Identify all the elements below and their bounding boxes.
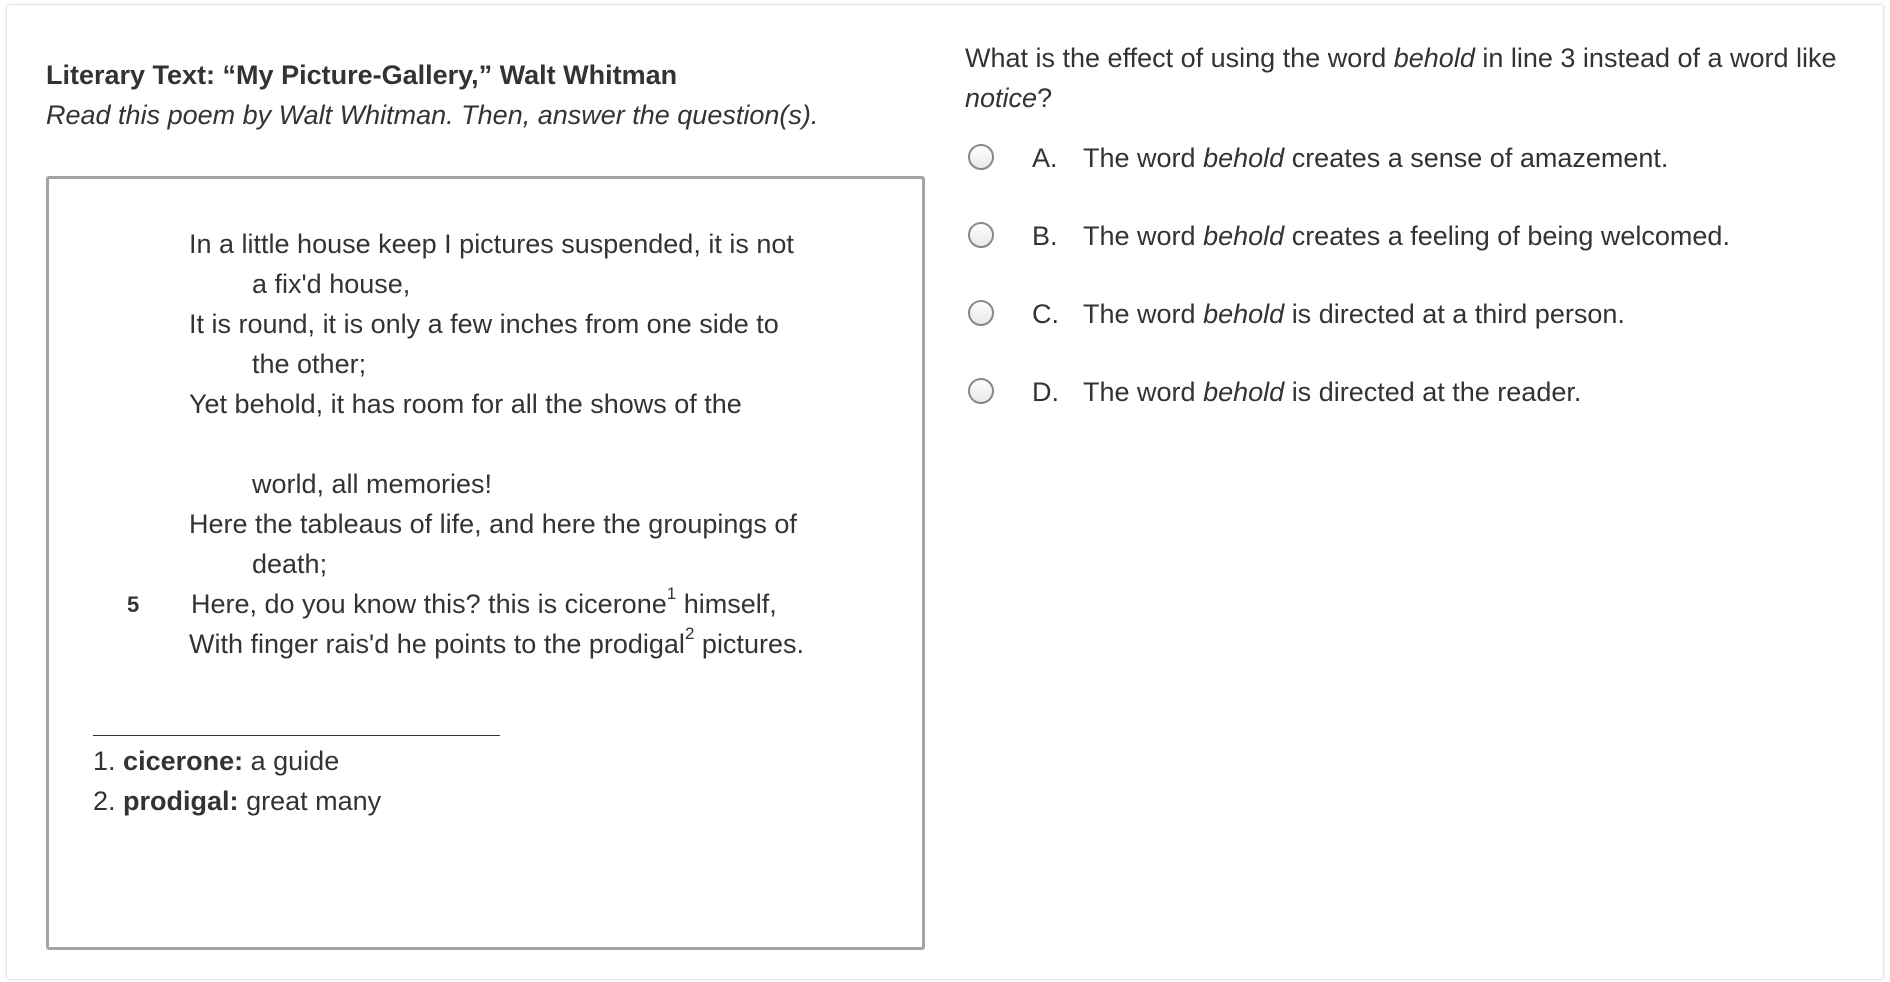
option-text — [1083, 138, 1668, 178]
option-text-part: The word — [1083, 377, 1196, 407]
footnote-item — [93, 784, 381, 818]
answer-option-b[interactable] — [965, 216, 1845, 256]
answer-option-a[interactable] — [965, 138, 1845, 178]
footnote-term: prodigal: — [123, 786, 239, 816]
option-text-part: is directed at the reader. — [1291, 377, 1582, 407]
line-number: 5 — [127, 592, 140, 617]
option-text-part: The word — [1083, 221, 1196, 251]
poem-line: world, all memories! — [252, 469, 493, 499]
answer-option-c[interactable] — [965, 294, 1845, 334]
footnote-number: 1. — [93, 746, 116, 776]
option-text-part: The word — [1083, 143, 1196, 173]
footnote-ref-2[interactable]: 2 — [684, 624, 695, 643]
poem-line: Here the tableaus of life, and here the groupings of — [189, 509, 797, 539]
radio-button-c[interactable] — [968, 300, 994, 326]
poem-line — [189, 624, 804, 661]
option-letter: D. — [1032, 377, 1059, 407]
poem-line: the other; — [252, 349, 367, 379]
option-text-part: The word — [1083, 299, 1196, 329]
option-text — [1083, 372, 1581, 412]
poem-line-text: pictures. — [701, 629, 804, 659]
passage-title: Literary Text: “My Picture-Gallery,” Walt Whitman — [46, 60, 678, 90]
poem-line: It is round, it is only a few inches from one side to — [189, 309, 779, 339]
radio-button-b[interactable] — [968, 222, 994, 248]
footnote-ref-1[interactable]: 1 — [666, 584, 677, 603]
poem-line: Yet behold, it has room for all the shows of the — [189, 389, 742, 419]
poem-line — [191, 584, 777, 621]
passage-box[interactable] — [46, 176, 925, 950]
poem-line: death; — [252, 549, 328, 579]
question-text-part: What is the effect of using the word — [965, 43, 1387, 73]
option-letter: A. — [1032, 143, 1058, 173]
option-letter: C. — [1032, 299, 1059, 329]
poem-line-text: With finger rais'd he points to the prodigal — [189, 629, 685, 659]
footnote-item — [93, 744, 339, 778]
option-emphasis: behold — [1203, 221, 1285, 251]
footnote-term: cicerone: — [123, 746, 244, 776]
question-text-part: ? — [1037, 83, 1053, 113]
question-emphasis: notice — [965, 83, 1038, 113]
option-emphasis: behold — [1203, 143, 1285, 173]
answer-option-d[interactable] — [965, 372, 1845, 412]
radio-button-d[interactable] — [968, 378, 994, 404]
footnote-number: 2. — [93, 786, 116, 816]
poem-line: a fix'd house, — [252, 269, 411, 299]
option-emphasis: behold — [1203, 377, 1285, 407]
footnote-divider — [93, 735, 500, 736]
option-text-part: creates a sense of amazement. — [1291, 143, 1669, 173]
question-text-part: in line 3 instead of a word like — [1482, 43, 1837, 73]
radio-button-a[interactable] — [968, 144, 994, 170]
footnote-definition: a guide — [250, 746, 340, 776]
passage-instructions: Read this poem by Walt Whitman. Then, answer the question(s). — [46, 100, 819, 130]
option-emphasis: behold — [1203, 299, 1285, 329]
question-emphasis: behold — [1393, 43, 1475, 73]
option-letter: B. — [1032, 221, 1058, 251]
option-text-part: is directed at a third person. — [1291, 299, 1625, 329]
poem-line-text: himself, — [683, 589, 777, 619]
option-text — [1083, 216, 1730, 256]
option-text — [1083, 294, 1625, 334]
poem-line-text: Here, do you know this? this is cicerone — [191, 589, 667, 619]
question-text — [965, 38, 1845, 118]
footnote-definition: great many — [246, 786, 382, 816]
poem-line: In a little house keep I pictures suspended, it is not — [189, 229, 794, 259]
option-text-part: creates a feeling of being welcomed. — [1291, 221, 1730, 251]
